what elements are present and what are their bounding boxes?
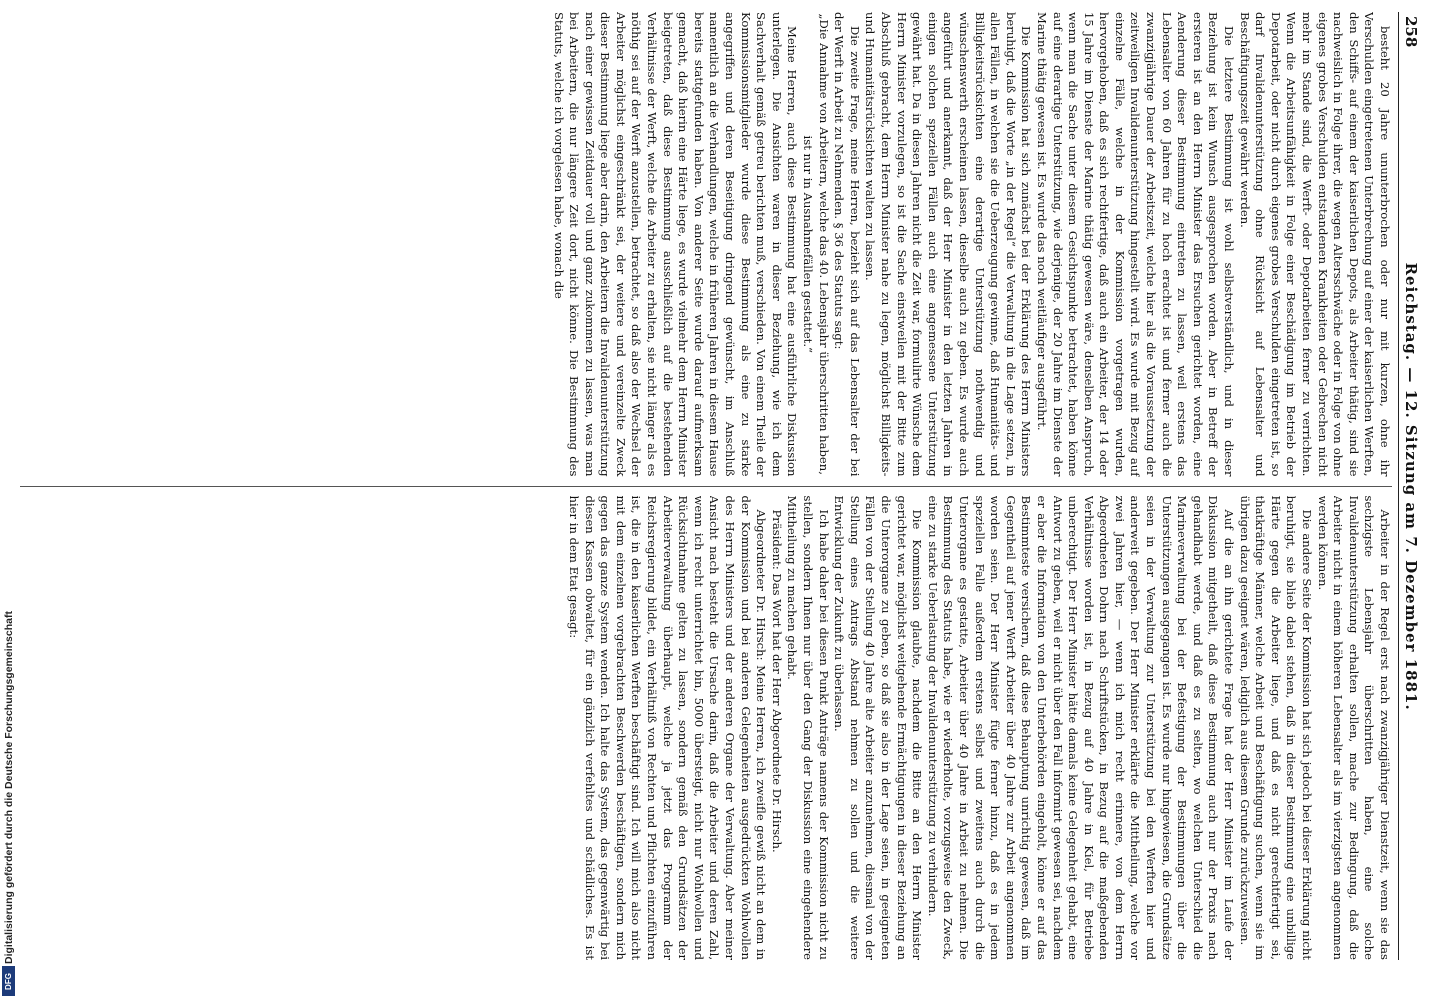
paragraph: besteht 20 Jahre ununterbrochen oder nur mit kurzen, ohne ihr Verschulden eingetretenen Unterbrechung auf einer der kaiserlichen Werften, den Schiffs- auf einem der kaiserlichen Depots, als Arbeiter thätig, sind sie nachweislich in Folge ihrer, die wegen Altersschwäche oder in Folge von ohne eigenes grobes Verschulden entstandenen Krankheiten oder Gebrechen nicht mehr im Stande sind, die Werft- oder Depotarbeiten ferner zu verrichten. Wenn die Arbeitsunfähigkeit in Folge einer Beschädigung im Betrieb der Depotarbeit, oder nicht durch eigenes grobes Verschulden eingetreten ist, so darf Invalidenunterstützung ohne Rücksicht auf Lebensalter und Beschäftigungszeit gewährt werden.: [1237, 12, 1392, 477]
page-header: [1398, 12, 1420, 960]
paragraph: Die zweite Frage, meine Herren, bezieht sich auf das Lebensalter der bei der Werft in Arbeit zu Nehmenden. § 36 des Statuts sagt:: [832, 12, 862, 477]
credit-strip: [2, 0, 16, 1000]
credit-text: Digitalisierung gefördert durch die Deutsche Forschungsgemeinschaft: [3, 611, 15, 964]
paragraph: Präsident: Das Wort hat der Herr Abgeordnete Dr. Hirsch.: [769, 509, 784, 853]
column-divider: [20, 486, 1392, 487]
paragraph: Meine Herren, auch diese Bestimmung hat eine ausführliche Diskussion unterlegen. Die Ansichten waren in dieser Beziehung, wie ich dem Sachverhalt gemäß getreu berichten muß, verschieden. Von einem Theile der Kommissionsmitglieder wurde diese Bestimmung als eine zu starke angegriffen und deren Beseitigung dringend gewünscht, im Anschluß namentlich an die Verhandlungen, welche in früheren Jahren in diesem Hause bereits stattgefunden haben. Von anderer Seite wurde darauf aufmerksam gemacht, daß hierin eine Härte liege, es wurde vielmehr dem Herrn Minister beigetreten, daß diese Bestimmung ausschließlich auf die bestehenden Verhältnisse der Werft, welche die Arbeiter zu erhalten, sie nicht länger als es nöthig sei auf der Werft anzustellen, betrachtet, so daß also der Wechsel der Arbeiter möglichst eingeschränkt sei, der weitere und vereinzelte Zweck dieser Bestimmung liege aber darin, den Arbeitern die Invalidenunterstützung nach einer gewissen Zeitdauer voll und ganz zukommen zu lassen, was man bei Arbeitern, die nur längere Zeit dort, nicht könne. Die Bestimmung des Statuts, welche ich vorgelesen habe, wonach die: [551, 12, 800, 477]
paragraph: Die andere Seite der Kommission hat sich jedoch bei dieser Erklärung nicht beruhigt, sie blieb dabei stehen, daß in dieser Bestimmung eine unbillige Härte gegen die Arbeiter liege, und daß es nicht gerechtfertigt sei, thatkräftige Männer, welche Arbeit und Beschäftigung suchen, wenn sie im übrigen dazu geeignet wären, lediglich aus diesem Grunde zurückzuweisen.: [1237, 495, 1315, 960]
page-number: 258: [1402, 16, 1420, 48]
right-column: [20, 496, 1392, 961]
page-title: Reichstag. — 12. Sitzung am 7. Dezember 1881.: [1402, 262, 1420, 711]
paragraph: Arbeiter in der Regel erst nach zwanzigjähriger Dienstzeit, wenn sie das sechzigste Lebensjahr überschritten haben, eine solche Invalidenunterstützung erhalten sollen, mache zur Bedingung, daß die Arbeiter nicht in einem höheren Lebensalter als im vierzigsten angenommen werden können.: [1315, 495, 1392, 960]
paragraph: Auf die an ihn gerichtete Frage hat der Herr Minister im Laufe der Diskussion mitgetheilt, daß diese Bestimmung auch nur der Praxis nach gehandhabt werde, und daß es zu selten, wo welchen Unterschied die Marineverwaltung bei der Befestigung der Bestimmungen über die Unterstützungen ausgegangen ist. Es wurde nur hingewiesen, die Grundsätze seien in der Verwaltung zur Unterstützung bei den Werften hier und anderweit gegeben. Der Herr Minister erklärte die Mittheilung, welche vor zwei Jahren hier, — wenn ich mich recht erinnere, von dem Herrn Abgeordneten Dohrn nach Schriftstücken, in Bezug auf die maßgebenden Verhältnisse worden ist, in Bezug auf 40 Jahre in Kiel, für Betriebe unberechtigt. Der Herr Minister hätte damals keine Gelegenheit gehabt, eine Antwort zu geben, weil er nicht über den Fall informirt gewesen sei, nachdem er aber die Information von den Unterbehörden eingeholt, könne er auf das Bestimmteste versichern, daß diese Behauptung unrichtig gewesen, daß im Gegentheil auf jener Werft Arbeiter über 40 Jahre zur Arbeit angenommen worden seien. Der Herr Minister fügte ferner hinzu, daß es in jedem speziellen Falle außerdem erstens selbst und zweitens auch durch die Unterorgane es gestatte, Arbeiter über 40 Jahre in Arbeit zu nehmen. Die Bestimmung des Statuts habe, wie er wiederholte, vorzugsweise den Zweck, eine zu starke Ueberlastung der Invalidenunterstützung zu verhindern.: [925, 495, 1237, 960]
dfg-logo: DFG: [2, 966, 15, 996]
paragraph: Die letztere Bestimmung ist wohl selbstverständlich, und in dieser Beziehung ist kein Wunsch ausgesprochen worden. Aber in Betreff der ersteren ist an den Herrn Minister das Ersuchen gerichtet worden, eine Aenderung dieser Bestimmung eintreten zu lassen, weil erstens das Lebensalter von 60 Jahren für zu hoch erachtet ist und ferner auch die zwanzigjährige Dauer der Arbeitszeit, welche hier als die Voraussetzung der zeitweiligen Invalidenunterstützung hingestellt wird. Es wurde mit Bezug auf einzelne Fälle, welche in der Kommission vorgetragen wurden, hervorgehoben, daß es sich rechtfertige, daß auch ein Arbeiter, der 14 oder 15 Jahre im Dienste der Marine thätig gewesen wäre, denselben Anspruch, wenn man die Sache unter diesem Gesichtspunkte betrachtet, haben könne auf eine derartige Unterstützung, wie derjenige, der 20 Jahre im Dienste der Marine thätig gewesen ist. Es wurde das noch weitläufiger ausgeführt.: [1034, 12, 1237, 477]
paragraph: Ich habe daher bei diesen Punkt Anträge namens der Kommission nicht zu stellen, sondern Ihnen nur über den Gang der Diskussion eine eingehendere Mittheilung zu machen gehabt.: [785, 495, 831, 960]
paragraph: „Die Annahme von Arbeitern, welche das 40. Lebensjahr überschritten haben, ist nur in Ausnahmefällen gestattet.“: [801, 13, 831, 475]
left-column: [20, 12, 1392, 477]
paragraph: Abgeordneter Dr. Hirsch: Meine Herren, ich zweifle gewiß nicht an dem in der Kommission und bei anderen Gelegenheiten ausgedrückten Wohlwollen des Herrn Ministers und der anderen Organe der Verwaltung. Aber meiner Ansicht nach besteht die Ursache darin, daß die Arbeiter und deren Zahl, wenn ich recht unterrichtet bin, 5000 übersteigt, nicht nur Wohlwollen und Rücksichtnahme gelten zu lassen, sondern gemäß den Grundsätzen der Arbeiterverwaltung überhaupt, welche ja jetzt das Programm der Reichsregierung bildet, ein Verhältniß von Rechten und Pflichten einzuführen ist, die in den kaiserlichen Werften beschäftigt sind. Ich will mich also nicht mit dem einzelnen vorgebrachten Beschwerden beschäftigen, sondern mich gegen das ganze System wenden. Ich halte das System, das gegenwärtig bei diesen Kassen obwaltet, für ein gänzlich verfehltes und schädliches. Es ist hier in dem Etat gesagt:: [567, 495, 769, 960]
paragraph: Die Kommission glaubte, nachdem die Bitte an den Herrn Minister gerichtet war, möglichst weitgehende Ermächtigungen in dieser Beziehung an die Unterorgane zu geben, so daß sie also in der Lage seien, in geeigneten Fällen von der Stellung 40 Jahre alte Arbeiter anzunehmen, diesmal von der Stellung eines Antrags Abstand nehmen zu sollen und die weitere Entwicklung der Zukunft zu überlassen.: [832, 495, 925, 960]
text-columns: [20, 12, 1392, 960]
paragraph: Die Kommission hat sich zunächst bei der Erklärung des Herrn Ministers beruhigt, daß die Worte „in der Regel“ die Verwaltung in die Lage setzen, in allen Fällen, in welchen sie die Ueberzeugung gewinne, daß Humanitäts- und Billigkeitsrücksichten eine derartige Unterstützung nothwendig und wünschenswerth erscheinen lassen, dieselbe auch zu geben. Es wurde auch angeführt und anerkannt, daß der Herr Minister in den letzten Jahren in einigen solchen speziellen Fällen auch eine angemessene Unterstützung gewährt hat. Da in diesen Jahren nicht die Zeit war, formulirte Wünsche dem Herrn Minister vorzulegen, so ist die Sache einstweilen mit der Bitte zum Abschluß gebracht, dem Herrn Minister nahe zu legen, möglichst Billigkeits- und Humanitätsrücksichten walten zu lassen.: [863, 12, 1034, 477]
